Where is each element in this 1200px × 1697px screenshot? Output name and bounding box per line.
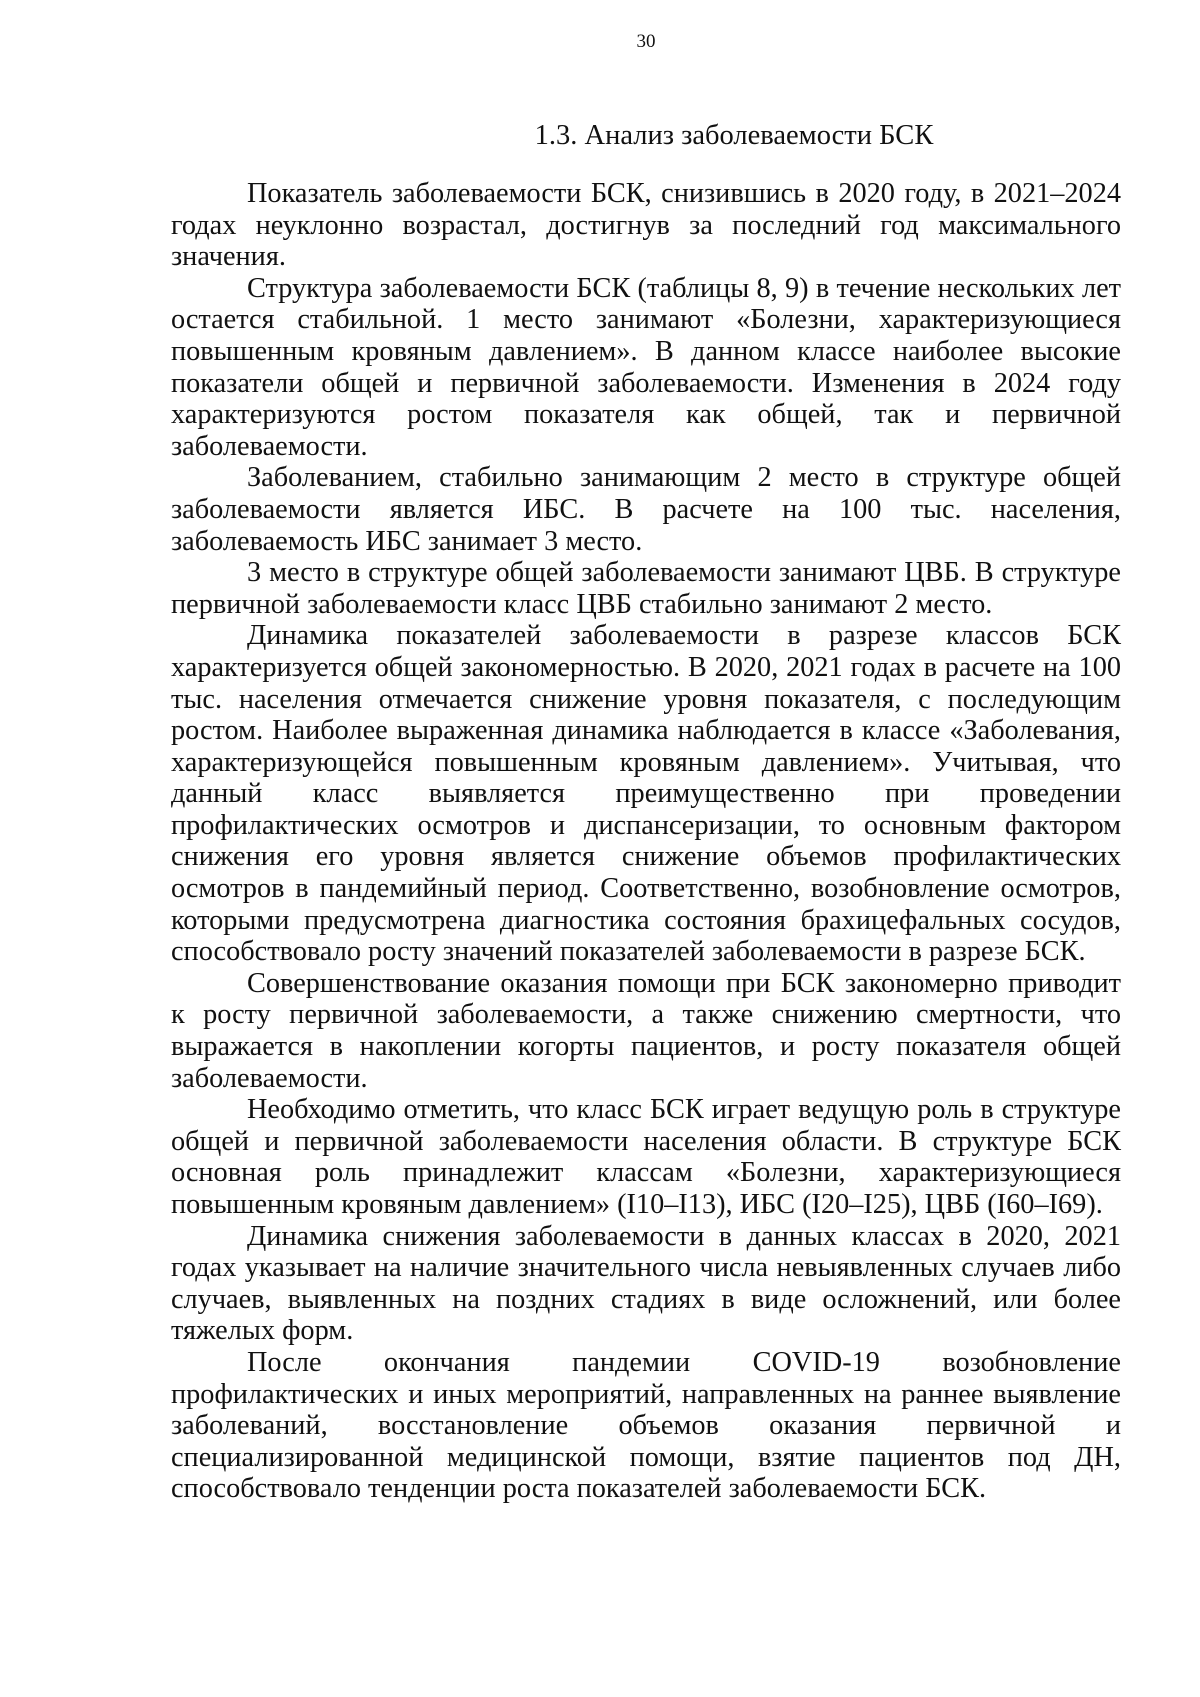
section-heading: 1.3. Анализ заболеваемости БСК [534, 120, 934, 151]
paragraph: Необходимо отметить, что класс БСК играет ведущую роль в структуре общей и первичной заболеваемости населения области. В структуре БСК основная роль принадлежит классам «Болезни, характеризующиеся повышенным кровяным давлением» (I10–I13), ИБС (I20–I25), ЦВБ (I60–I69). [171, 1094, 1121, 1220]
paragraph: Заболеванием, стабильно занимающим 2 место в структуре общей заболеваемости является ИБС. В расчете на 100 тыс. населения, заболеваемость ИБС занимает 3 место. [171, 462, 1121, 557]
body-text [171, 178, 1121, 1505]
paragraph: Совершенствование оказания помощи при БСК закономерно приводит к росту первичной заболеваемости, а также снижению смертности, что выражается в накоплении когорты пациентов, и росту показателя общей заболеваемости. [171, 967, 1121, 1094]
paragraph: Структура заболеваемости БСК (таблицы 8, 9) в течение нескольких лет остается стабильной. 1 место занимают «Болезни, характеризующиеся повышенным кровяным давлением». В данном классе наиболее высокие показатели общей и первичной заболеваемости. Изменения в 2024 году характеризуются ростом показателя как общей, так и первичной заболеваемости. [171, 272, 1121, 462]
paragraph: Показатель заболеваемости БСК, снизившись в 2020 году, в 2021–2024 годах неуклонно возрастал, достигнув за последний год максимального значения. [171, 178, 1121, 273]
paragraph: Динамика снижения заболеваемости в данных классах в 2020, 2021 годах указывает на наличие значительного числа невыявленных случаев либо случаев, выявленных на поздних стадиях в виде осложнений, или более тяжелых форм. [171, 1220, 1121, 1347]
paragraph: Динамика показателей заболеваемости в разрезе классов БСК характеризуется общей закономерностью. В 2020, 2021 годах в расчете на 100 тыс. населения отмечается снижение уровня показателя, с последующим ростом. Наиболее выраженная динамика наблюдается в классе «Заболевания, характеризующейся повышенным кровяным давлением». Учитывая, что данный класс выявляется преимущественно при проведении профилактических осмотров и диспансеризации, то основным фактором снижения его уровня является снижение объемов профилактических осмотров в пандемийный период. Соответственно, возобновление осмотров, которыми предусмотрена диагностика состояния брахицефальных сосудов, способствовало росту значений показателей заболеваемости в разрезе БСК. [171, 620, 1121, 968]
paragraph: После окончания пандемии COVID-19 возобновление профилактических и иных мероприятий, направленных на раннее выявление заболеваний, восстановление объемов оказания первичной и специализированной медицинской помощи, взятие пациентов под ДН, способствовало тенденции роста показателей заболеваемости БСК. [171, 1346, 1121, 1505]
paragraph: 3 место в структуре общей заболеваемости занимают ЦВБ. В структуре первичной заболеваемости класс ЦВБ стабильно занимают 2 место. [171, 557, 1121, 620]
page-number: 30 [636, 31, 656, 52]
